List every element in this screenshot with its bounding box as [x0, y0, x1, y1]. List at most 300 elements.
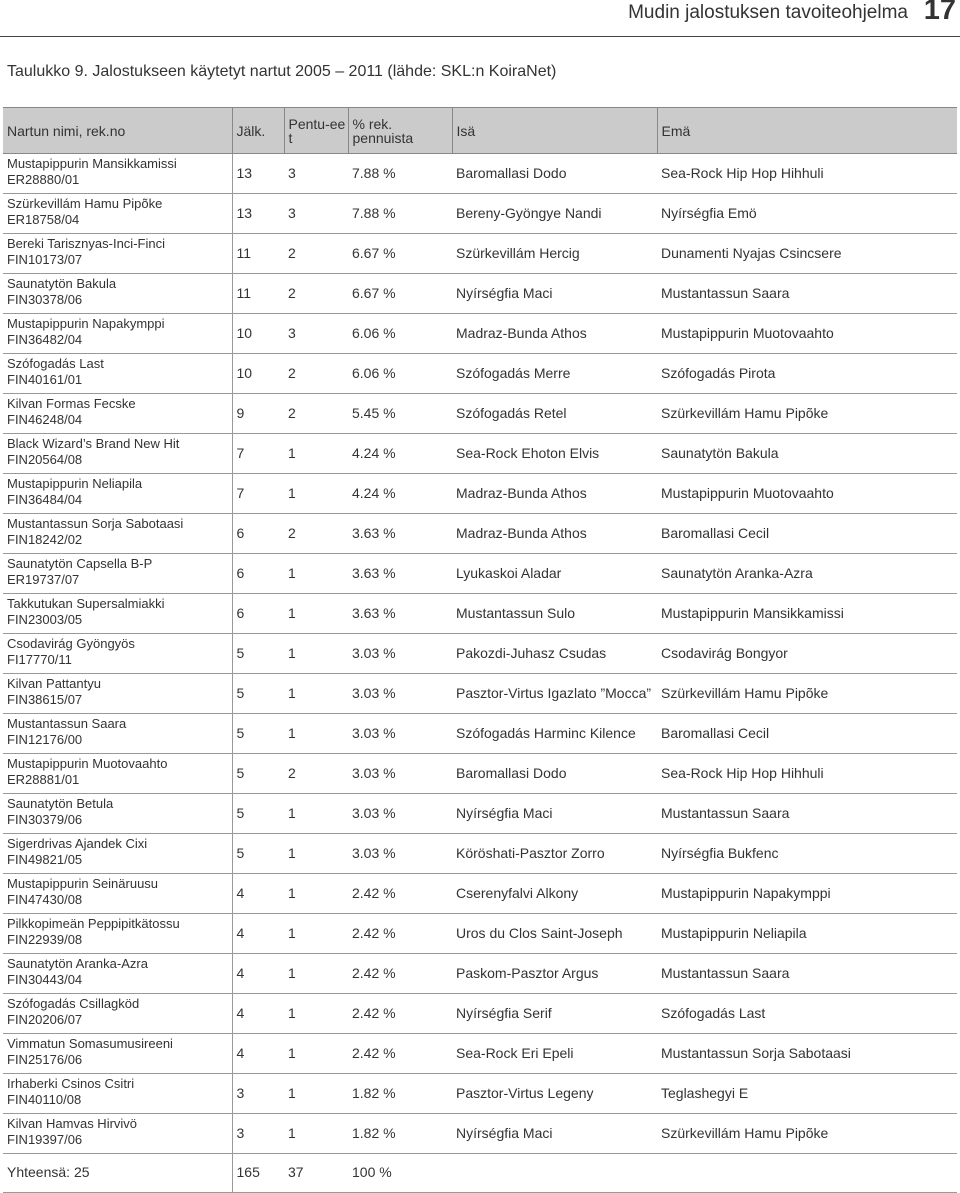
cell-name [3, 914, 232, 954]
cell-pct [348, 274, 452, 314]
offspring-count: 4 [236, 924, 245, 941]
cell-jalk [232, 514, 284, 554]
cell-pct [348, 434, 452, 474]
sire-name: Uros du Clos Saint-Joseph [456, 924, 623, 941]
cell-ema [657, 1034, 957, 1074]
sire-name: Mustantassun Sulo [456, 604, 576, 621]
female-name: Pilkkopimeän Peppipitkätossu [7, 916, 180, 931]
registered-percent: 2.42 % [352, 1004, 396, 1021]
cell-pct [348, 474, 452, 514]
registration-number: FIN40110/08 [7, 1091, 82, 1107]
cell-ema [657, 274, 957, 314]
offspring-count: 13 [236, 204, 253, 221]
table-row [3, 954, 957, 994]
cell-name [3, 1034, 232, 1074]
cell-pentueet [284, 994, 348, 1034]
header-rule [0, 36, 960, 37]
cell-isa [452, 194, 657, 234]
col-header-name: Nartun nimi, rek.no [3, 108, 232, 154]
cell-name [3, 794, 232, 834]
dam-name: Baromallasi Cecil [661, 724, 770, 741]
female-name: Mustantassun Saara [7, 716, 127, 731]
cell-pentueet [284, 194, 348, 234]
cell-ema [657, 554, 957, 594]
registered-percent: 3.03 % [352, 684, 396, 701]
dam-name: Mustapippurin Muotovaahto [661, 324, 834, 341]
cell-pentueet [284, 1034, 348, 1074]
cell-isa [452, 554, 657, 594]
registered-percent: 6.67 % [352, 284, 396, 301]
offspring-count: 4 [236, 884, 245, 901]
dam-name: Szürkevillám Hamu Pipõke [661, 404, 829, 421]
cell-ema [657, 194, 957, 234]
cell-name [3, 834, 232, 874]
female-name: Vimmatun Somasumusireeni [7, 1036, 173, 1051]
sire-name: Baromallasi Dodo [456, 164, 567, 181]
cell-jalk [232, 794, 284, 834]
registered-percent: 4.24 % [352, 484, 396, 501]
total-label: Yhteensä: 25 [3, 1154, 232, 1193]
table-row [3, 834, 957, 874]
registered-percent: 5.45 % [352, 404, 396, 421]
offspring-count: 6 [236, 604, 245, 621]
litter-count: 3 [288, 164, 296, 181]
cell-isa [452, 634, 657, 674]
registration-number: FIN30443/04 [7, 971, 83, 987]
registered-percent: 3.63 % [352, 604, 396, 621]
cell-ema [657, 914, 957, 954]
offspring-count: 6 [236, 524, 245, 541]
cell-jalk [232, 394, 284, 434]
sire-name: Köröshati-Pasztor Zorro [456, 844, 605, 861]
litter-count: 1 [288, 644, 296, 661]
cell-name [3, 634, 232, 674]
cell-pct [348, 874, 452, 914]
dam-name: Mustapippurin Neliapila [661, 924, 807, 941]
col-header-pentueet: Pentu-eet [284, 108, 348, 154]
cell-name [3, 954, 232, 994]
registration-number: FIN46248/04 [7, 411, 83, 427]
female-name: Mustapippurin Neliapila [7, 476, 143, 491]
cell-isa [452, 714, 657, 754]
registered-percent: 2.42 % [352, 884, 396, 901]
registered-percent: 2.42 % [352, 964, 396, 981]
cell-pct [348, 914, 452, 954]
cell-isa [452, 954, 657, 994]
table-row [3, 394, 957, 434]
cell-ema [657, 1114, 957, 1154]
offspring-count: 9 [236, 404, 245, 421]
cell-isa [452, 674, 657, 714]
cell-isa [452, 994, 657, 1034]
litter-count: 2 [288, 524, 296, 541]
cell-isa [452, 594, 657, 634]
female-name: Szófogadás Last [7, 356, 104, 371]
registered-percent: 3.03 % [352, 724, 396, 741]
dam-name: Mustapippurin Napakymppi [661, 884, 831, 901]
cell-pct [348, 354, 452, 394]
cell-name [3, 674, 232, 714]
litter-count: 1 [288, 724, 296, 741]
registration-number: FIN10173/07 [7, 251, 83, 267]
cell-pct [348, 954, 452, 994]
table-row [3, 554, 957, 594]
cell-pct [348, 714, 452, 754]
litter-count: 2 [288, 244, 296, 261]
table-row [3, 154, 957, 194]
registration-number: FIN23003/05 [7, 611, 83, 627]
document-header-title: Mudin jalostuksen tavoiteohjelma [628, 2, 908, 23]
col-header-ema: Emä [657, 108, 957, 154]
table-row [3, 354, 957, 394]
registration-number: FIN19397/06 [7, 1131, 83, 1147]
registration-number: FIN22939/08 [7, 931, 83, 947]
female-name: Szürkevillám Hamu Pipõke [7, 196, 163, 211]
cell-name [3, 274, 232, 314]
table-row [3, 314, 957, 354]
cell-pct [348, 594, 452, 634]
litter-count: 1 [288, 1044, 296, 1061]
litter-count: 1 [288, 884, 296, 901]
cell-jalk [232, 714, 284, 754]
female-name: Sigerdrivas Ajandek Cixi [7, 836, 148, 851]
registration-number: ER18758/04 [7, 211, 80, 227]
cell-name [3, 594, 232, 634]
table-caption: Taulukko 9. Jalostukseen käytetyt nartut 2005 – 2011 (lähde: SKL:n KoiraNet) [7, 63, 557, 80]
cell-pct [348, 1074, 452, 1114]
cell-isa [452, 1034, 657, 1074]
registered-percent: 6.06 % [352, 364, 396, 381]
dam-name: Szürkevillám Hamu Pipõke [661, 1124, 829, 1141]
cell-name [3, 234, 232, 274]
offspring-count: 4 [236, 1044, 245, 1061]
cell-jalk [232, 994, 284, 1034]
female-name: Mustapippurin Muotovaahto [7, 756, 168, 771]
table-row [3, 794, 957, 834]
total-jalk: 165 [232, 1154, 284, 1193]
offspring-count: 10 [236, 324, 253, 341]
total-isa-empty [452, 1154, 657, 1193]
female-name: Saunatytön Capsella B-P [7, 556, 153, 571]
female-name: Kilvan Pattantyu [7, 676, 101, 691]
cell-pentueet [284, 1114, 348, 1154]
cell-pentueet [284, 154, 348, 194]
cell-isa [452, 1114, 657, 1154]
cell-pct [348, 314, 452, 354]
offspring-count: 3 [236, 1084, 245, 1101]
registered-percent: 3.63 % [352, 524, 396, 541]
cell-pct [348, 794, 452, 834]
registration-number: ER19737/07 [7, 571, 80, 587]
table-row [3, 874, 957, 914]
dam-name: Szürkevillám Hamu Pipõke [661, 684, 829, 701]
offspring-count: 3 [236, 1124, 245, 1141]
registration-number: FIN40161/01 [7, 371, 83, 387]
litter-count: 3 [288, 324, 296, 341]
cell-name [3, 314, 232, 354]
offspring-count: 11 [236, 284, 252, 301]
col-header-isa: Isä [452, 108, 657, 154]
registered-percent: 3.03 % [352, 844, 396, 861]
cell-pentueet [284, 314, 348, 354]
female-name: Mustantassun Sorja Sabotaasi [7, 516, 184, 531]
cell-isa [452, 474, 657, 514]
litter-count: 3 [288, 204, 296, 221]
sire-name: Sea-Rock Ehoton Elvis [456, 444, 600, 461]
sire-name: Sea-Rock Eri Epeli [456, 1044, 574, 1061]
registered-percent: 4.24 % [352, 444, 396, 461]
dam-name: Saunatytön Bakula [661, 444, 779, 461]
cell-jalk [232, 474, 284, 514]
dam-name: Mustantassun Saara [661, 804, 790, 821]
sire-name: Madraz-Bunda Athos [456, 524, 587, 541]
cell-name [3, 554, 232, 594]
offspring-count: 5 [236, 804, 245, 821]
female-name: Bereki Tarisznyas-Inci-Finci [7, 236, 165, 251]
registered-percent: 1.82 % [352, 1084, 396, 1101]
dam-name: Baromallasi Cecil [661, 524, 770, 541]
cell-isa [452, 434, 657, 474]
registered-percent: 7.88 % [352, 164, 396, 181]
table-row [3, 594, 957, 634]
offspring-count: 4 [236, 1004, 245, 1021]
cell-jalk [232, 1114, 284, 1154]
total-pct: 100 % [348, 1154, 452, 1193]
cell-ema [657, 474, 957, 514]
registration-number: FIN20206/07 [7, 1011, 83, 1027]
litter-count: 1 [288, 1004, 296, 1021]
total-row [3, 1154, 957, 1193]
cell-name [3, 754, 232, 794]
cell-jalk [232, 234, 284, 274]
offspring-count: 5 [236, 724, 245, 741]
cell-isa [452, 1074, 657, 1114]
offspring-count: 7 [236, 484, 245, 501]
sire-name: Lyukaskoi Aladar [456, 564, 562, 581]
female-name: Mustapippurin Napakymppi [7, 316, 165, 331]
cell-pentueet [284, 354, 348, 394]
cell-jalk [232, 954, 284, 994]
sire-name: Bereny-Gyöngye Nandi [456, 204, 602, 221]
sire-name: Baromallasi Dodo [456, 764, 567, 781]
dam-name: Mustantassun Sorja Sabotaasi [661, 1044, 851, 1061]
female-name: Mustapippurin Mansikkamissi [7, 156, 177, 171]
cell-pentueet [284, 234, 348, 274]
registered-percent: 6.06 % [352, 324, 396, 341]
cell-ema [657, 874, 957, 914]
cell-isa [452, 794, 657, 834]
litter-count: 1 [288, 964, 296, 981]
cell-ema [657, 714, 957, 754]
cell-pct [348, 674, 452, 714]
cell-pct [348, 234, 452, 274]
registration-number: FIN20564/08 [7, 451, 83, 467]
total-pentueet: 37 [284, 1154, 348, 1193]
female-name: Mustapippurin Seinäruusu [7, 876, 159, 891]
cell-jalk [232, 754, 284, 794]
registered-percent: 2.42 % [352, 1044, 396, 1061]
registered-percent: 7.88 % [352, 204, 396, 221]
cell-jalk [232, 154, 284, 194]
breeding-females-table [3, 107, 957, 1193]
cell-name [3, 394, 232, 434]
female-name: Szófogadás Csillagköd [7, 996, 140, 1011]
table-row [3, 274, 957, 314]
registration-number: FIN30378/06 [7, 291, 83, 307]
cell-isa [452, 274, 657, 314]
cell-pentueet [284, 274, 348, 314]
female-name: Kilvan Hamvas Hirvivö [7, 1116, 138, 1131]
litter-count: 1 [288, 924, 296, 941]
cell-jalk [232, 314, 284, 354]
cell-pentueet [284, 594, 348, 634]
sire-name: Pakozdi-Juhasz Csudas [456, 644, 607, 661]
table-row [3, 194, 957, 234]
cell-pct [348, 754, 452, 794]
sire-name: Cserenyfalvi Alkony [456, 884, 579, 901]
litter-count: 2 [288, 764, 296, 781]
cell-pentueet [284, 954, 348, 994]
cell-ema [657, 394, 957, 434]
table-row [3, 634, 957, 674]
table-row [3, 674, 957, 714]
sire-name: Paskom-Pasztor Argus [456, 964, 599, 981]
cell-pct [348, 514, 452, 554]
sire-name: Pasztor-Virtus Legeny [456, 1084, 594, 1101]
dam-name: Nyírségfia Emö [661, 204, 757, 221]
female-name: Black Wizard’s Brand New Hit [7, 436, 180, 451]
registration-number: FIN38615/07 [7, 691, 83, 707]
table-row [3, 914, 957, 954]
cell-jalk [232, 1034, 284, 1074]
cell-pentueet [284, 834, 348, 874]
cell-pct [348, 554, 452, 594]
litter-count: 2 [288, 364, 296, 381]
dam-name: Szófogadás Last [661, 1004, 766, 1021]
offspring-count: 5 [236, 844, 245, 861]
cell-jalk [232, 554, 284, 594]
offspring-count: 11 [236, 244, 252, 261]
registered-percent: 3.03 % [352, 804, 396, 821]
female-name: Csodavirág Gyöngyös [7, 636, 135, 651]
litter-count: 2 [288, 404, 296, 421]
cell-pct [348, 834, 452, 874]
sire-name: Szófogadás Harminc Kilence [456, 724, 636, 741]
table-row [3, 714, 957, 754]
cell-jalk [232, 634, 284, 674]
litter-count: 1 [288, 1124, 296, 1141]
cell-isa [452, 514, 657, 554]
litter-count: 1 [288, 564, 296, 581]
cell-isa [452, 394, 657, 434]
cell-ema [657, 354, 957, 394]
cell-pentueet [284, 434, 348, 474]
cell-isa [452, 914, 657, 954]
page-number: 17 [923, 0, 956, 26]
cell-name [3, 994, 232, 1034]
offspring-count: 10 [236, 364, 253, 381]
litter-count: 1 [288, 1084, 296, 1101]
col-header-jalk: Jälk. [232, 108, 284, 154]
cell-ema [657, 674, 957, 714]
offspring-count: 5 [236, 644, 245, 661]
table-row [3, 474, 957, 514]
registration-number: FIN47430/08 [7, 891, 83, 907]
offspring-count: 7 [236, 444, 245, 461]
cell-pentueet [284, 754, 348, 794]
cell-pentueet [284, 554, 348, 594]
table-row [3, 994, 957, 1034]
table-row [3, 1074, 957, 1114]
cell-pentueet [284, 514, 348, 554]
litter-count: 2 [288, 284, 296, 301]
cell-ema [657, 594, 957, 634]
cell-name [3, 1114, 232, 1154]
cell-pct [348, 994, 452, 1034]
female-name: Saunatytön Betula [7, 796, 114, 811]
litter-count: 1 [288, 604, 296, 621]
cell-pct [348, 154, 452, 194]
cell-pentueet [284, 714, 348, 754]
dam-name: Mustantassun Saara [661, 964, 790, 981]
total-ema-empty [657, 1154, 957, 1193]
dam-name: Mustapippurin Mansikkamissi [661, 604, 844, 621]
offspring-count: 5 [236, 764, 245, 781]
sire-name: Szürkevillám Hercig [456, 244, 580, 261]
registration-number: FIN12176/00 [7, 731, 83, 747]
registered-percent: 3.63 % [352, 564, 396, 581]
female-name: Kilvan Formas Fecske [7, 396, 136, 411]
cell-name [3, 474, 232, 514]
sire-name: Nyírségfia Maci [456, 1124, 553, 1141]
cell-isa [452, 314, 657, 354]
cell-name [3, 874, 232, 914]
registration-number: ER28880/01 [7, 171, 80, 187]
cell-ema [657, 514, 957, 554]
cell-jalk [232, 874, 284, 914]
cell-name [3, 514, 232, 554]
dam-name: Csodavirág Bongyor [661, 644, 788, 661]
cell-isa [452, 874, 657, 914]
registered-percent: 3.03 % [352, 764, 396, 781]
cell-pentueet [284, 1074, 348, 1114]
litter-count: 1 [288, 804, 296, 821]
cell-jalk [232, 354, 284, 394]
dam-name: Nyírségfia Bukfenc [661, 844, 779, 861]
cell-pentueet [284, 394, 348, 434]
cell-pentueet [284, 794, 348, 834]
dam-name: Mustapippurin Muotovaahto [661, 484, 834, 501]
cell-isa [452, 754, 657, 794]
cell-jalk [232, 674, 284, 714]
cell-ema [657, 154, 957, 194]
dam-name: Teglashegyi E [661, 1084, 749, 1101]
registration-number: FIN25176/06 [7, 1051, 83, 1067]
cell-isa [452, 834, 657, 874]
cell-ema [657, 634, 957, 674]
cell-ema [657, 754, 957, 794]
table-header-row [3, 108, 957, 154]
offspring-count: 13 [236, 164, 253, 181]
cell-ema [657, 314, 957, 354]
cell-pentueet [284, 474, 348, 514]
dam-name: Mustantassun Saara [661, 284, 790, 301]
cell-pct [348, 1114, 452, 1154]
female-name: Saunatytön Aranka-Azra [7, 956, 148, 971]
cell-ema [657, 1074, 957, 1114]
litter-count: 1 [288, 844, 296, 861]
female-name: Irhaberki Csinos Csitri [7, 1076, 135, 1091]
